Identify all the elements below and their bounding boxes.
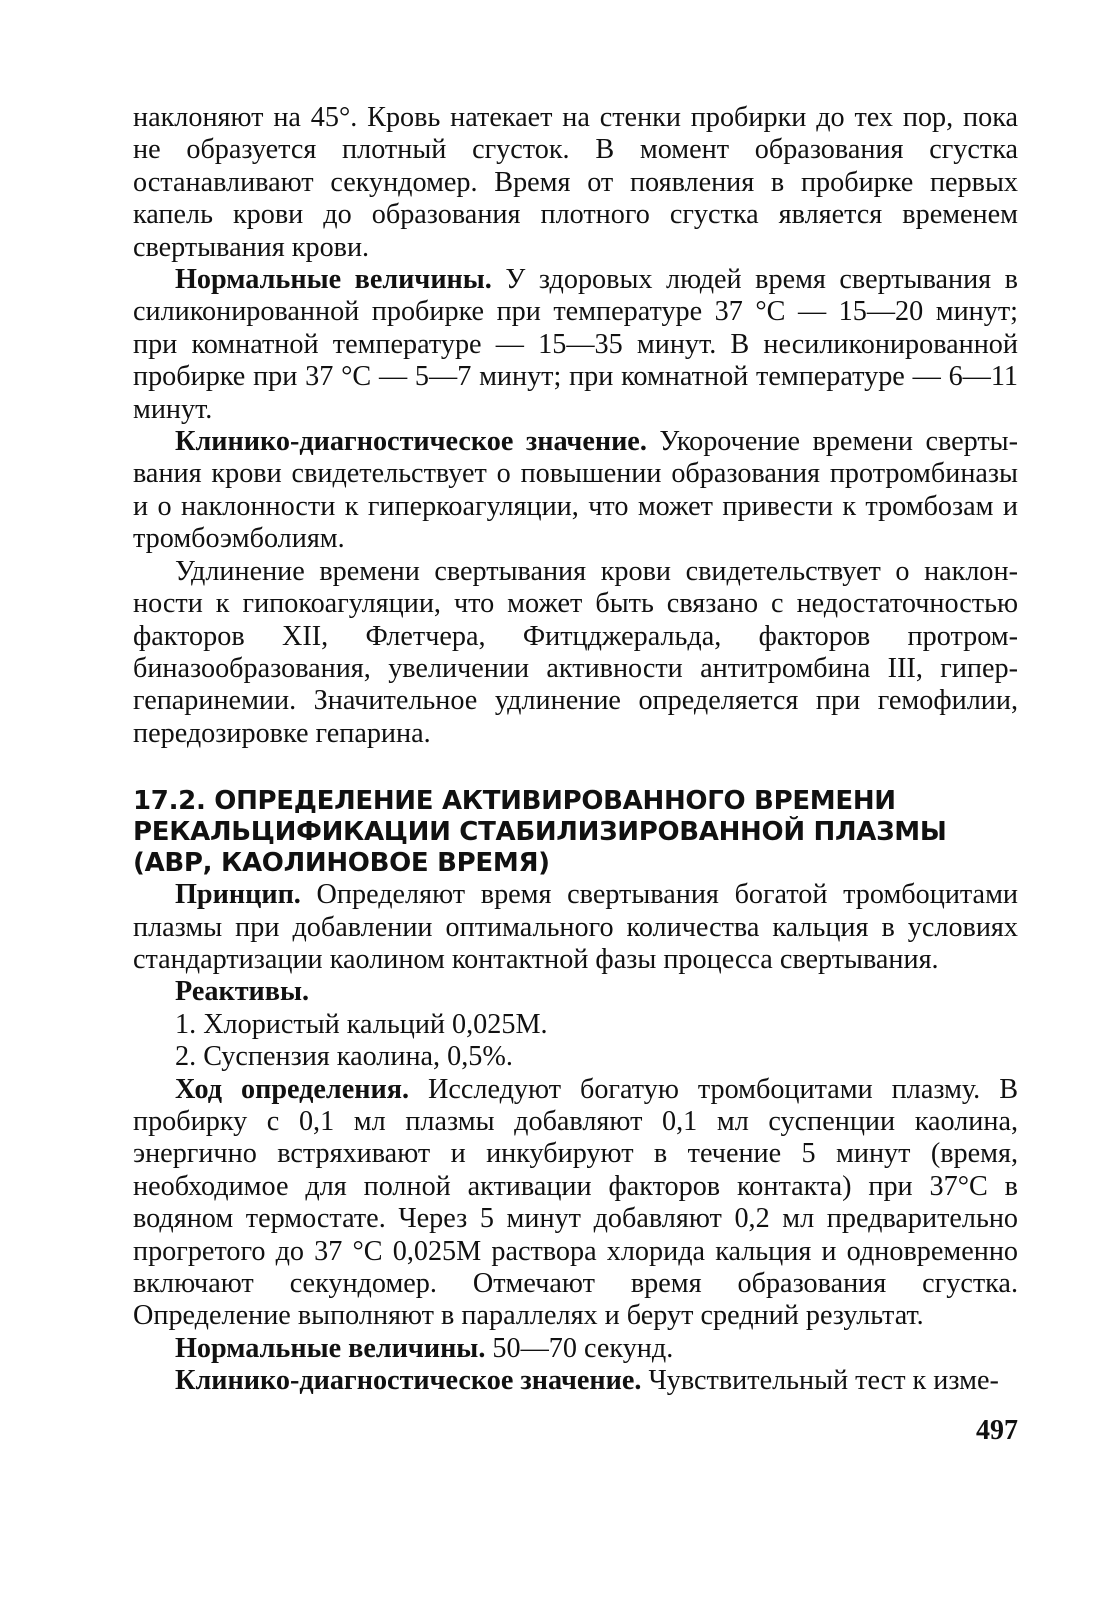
paragraph-clinical-2 — [133, 1365, 1018, 1397]
paragraph-prolongation — [133, 556, 1018, 750]
paragraph-clinical-1 — [133, 426, 1018, 556]
paragraph-lead: Реактивы. — [175, 976, 310, 1008]
reagent-item: 1. Хлористый кальций 0,025М. — [175, 1008, 548, 1040]
reagent-item: 2. Суспензия каолина, 0,5%. — [175, 1041, 513, 1073]
paragraph-reagents-heading — [133, 976, 1018, 1008]
page-number: 497 — [976, 1415, 1018, 1446]
paragraph-normal-values-2 — [133, 1333, 1018, 1365]
paragraph-principle — [133, 879, 1018, 976]
page-body — [133, 102, 1018, 1398]
paragraph-lead: Ход определения. — [175, 1073, 410, 1105]
paragraph-lead: Клинико-диагностическое значение. — [175, 426, 647, 458]
paragraph-text: Исследуют богатую тромбоцитами плазму. В пробирку с 0,1 мл плазмы добавляют 0,1 мл суспенции каолина, энергично встряхивают и инкубируют в течение 5 минут (время, необходимое для полной активации факторов контакта) при 37°С в водяном термостате. Через 5 минут добавляют 0,2 мл предварительно прогретого до 37 °С 0,025М раствора хлорида кальция и одновременно включают секундомер. Отмечают время образования сгустка. Определение выполняют в параллелях и берут средний результат. — [133, 1073, 1018, 1332]
paragraph-text: У здоровых людей время свертывания в силиконированной пробирке при температуре 37 °С — 15—20 минут; при комнатной температуре — 15—35 минут. В несиликонированной пробирке при 37 °С — 5—7 минут; при комнатной температуре — 6—11 минут. — [133, 264, 1018, 425]
paragraph-text: 50—70 секунд. — [485, 1332, 674, 1364]
section-heading: 17.2. ОПРЕДЕЛЕНИЕ АКТИВИРОВАННОГО ВРЕМЕНИ РЕКАЛЬЦИФИКАЦИИ СТАБИЛИЗИРОВАННОЙ ПЛАЗМЫ (АВР, КАОЛИНОВОЕ ВРЕМЯ) — [133, 786, 947, 879]
paragraph-normal-values-1 — [133, 264, 1018, 426]
paragraph-lead: Нормальные величины. — [175, 264, 492, 296]
paragraph-clotting-procedure — [133, 102, 1018, 264]
paragraph-lead: Клинико-диагностическое значение. — [175, 1365, 642, 1397]
paragraph-lead: Принцип. — [175, 879, 301, 911]
paragraph-lead: Нормальные величины. — [175, 1332, 486, 1364]
paragraph-text: Укорочение времени свертывания крови свидетельствует о повышении образования протромбиназы и о наклонности к гиперкоагуляции, что может привести к тромбозам и тромбоэмболиям. — [133, 426, 1018, 555]
paragraph-text: Определяют время свертывания богатой тромбоцитами плазмы при добавлении оптимального количества кальция в условиях стандартизации каолином контактной фазы процесса свертывания. — [133, 879, 1018, 975]
paragraph-text: Удлинение времени свертывания крови свидетельствует о наклонности к гипокоагуляции, что может быть связано с недостаточностью факторов XII, Флетчера, Фитцджеральда, факторов протромбиназообразования, увеличении активности антитромбина III, гипергепаринемии. Значительное удлинение определяется при гемофилии, передозировке гепарина. — [133, 555, 1018, 749]
paragraph-procedure — [133, 1074, 1018, 1333]
paragraph-text: Чувствительный тест к изме- — [641, 1365, 999, 1397]
paragraph-text: наклоняют на 45°. Кровь натекает на стенки пробирки до тех пор, пока не образуется плотный сгусток. В момент образования сгустка останавливают секундомер. Время от появления в пробирке первых капель крови до образования плотного сгустка является временем свертывания крови. — [133, 102, 1018, 263]
